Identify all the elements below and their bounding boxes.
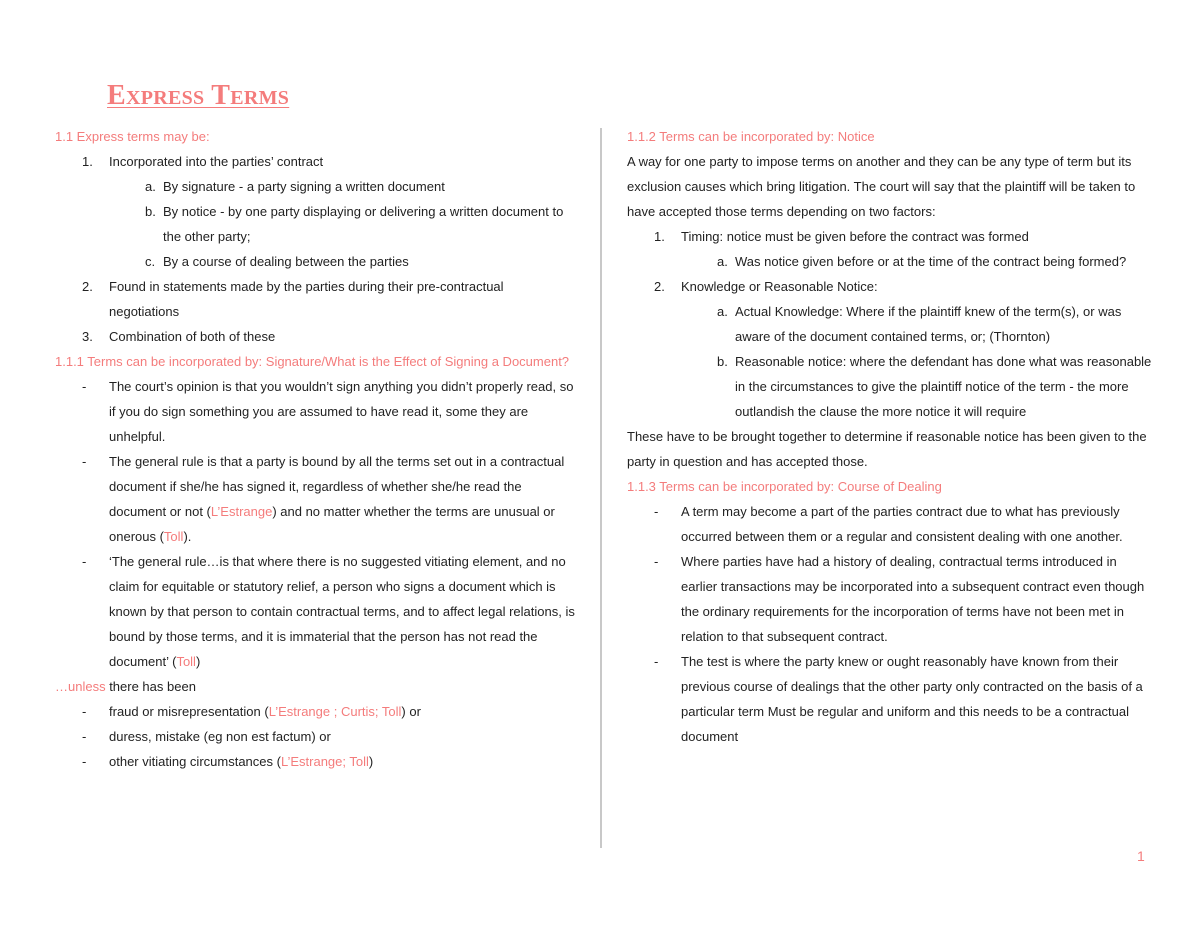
unless-keyword: …unless <box>55 679 106 694</box>
dash-marker: - <box>82 454 87 469</box>
list-text: Timing: notice must be given before the contract was formed <box>681 229 1029 244</box>
text-run: ) <box>195 654 201 669</box>
bullet-item <box>627 649 1152 749</box>
list-marker: 2. <box>82 279 93 294</box>
unless-line <box>55 674 575 699</box>
case-citation: L’Estrange; Toll <box>280 754 369 769</box>
page-number: 1 <box>1137 848 1145 864</box>
paragraph: These have to be brought together to determine if reasonable notice has been given to the party in question and has accepted those. <box>627 429 1147 469</box>
list-marker: b. <box>145 204 156 219</box>
bullet-item <box>55 549 575 674</box>
list-item <box>627 224 1152 249</box>
paragraph: A way for one party to impose terms on another and they can be any type of term but its exclusion causes which bring litigation. The court will say that the plaintiff will be taken to have accepted those terms depending on two factors: <box>627 154 1136 219</box>
list-text: By a course of dealing between the parties <box>163 254 409 269</box>
bullet-item <box>55 749 575 774</box>
dash-marker: - <box>82 729 87 744</box>
list-marker: c. <box>145 254 156 269</box>
text-run: ‘The general rule…is that where there is no suggested vitiating element, and no claim for equitable or statutory relief, a person who signs a document which is known by that person to contain contractual terms, and to affect legal relations, is bound by those terms, and it is immaterial that the person has not read the document’ ( <box>109 554 575 669</box>
list-text: By notice - by one party displaying or delivering a written document to the other party; <box>163 204 564 244</box>
text-run: other vitiating circumstances ( <box>109 754 281 769</box>
case-citation: Toll <box>163 529 184 544</box>
text-run: ). <box>183 529 192 544</box>
text-run: ) or <box>401 704 421 719</box>
text-run: ) and no matter whether the terms are unusual or onerous ( <box>109 504 555 544</box>
list-marker: a. <box>145 179 156 194</box>
list-marker: 1. <box>82 154 93 169</box>
list-text: Incorporated into the parties’ contract <box>109 154 324 169</box>
dash-marker: - <box>82 379 87 394</box>
right-column <box>627 124 1152 749</box>
list-text: Knowledge or Reasonable Notice: <box>681 279 878 294</box>
bullet-text <box>109 749 575 774</box>
bullet-item <box>55 449 575 549</box>
bullet-item <box>55 724 575 749</box>
bullet-item <box>627 499 1152 549</box>
bullet-item <box>55 374 575 449</box>
column-divider <box>600 128 602 848</box>
document-title: Express Terms <box>107 80 290 111</box>
list-item <box>55 274 575 324</box>
list-text: Found in statements made by the parties during their pre-contractual negotiations <box>109 279 504 319</box>
list-item <box>627 349 1152 424</box>
list-item <box>55 324 575 349</box>
list-text: Actual Knowledge: Where if the plaintiff knew of the term(s), or was aware of the document contained terms, or; (Thornton) <box>735 304 1122 344</box>
bullet-text <box>109 549 575 674</box>
section-heading-1-1: 1.1 Express terms may be: <box>55 129 210 144</box>
list-marker: 1. <box>654 229 665 244</box>
list-item <box>55 174 575 199</box>
bullet-text <box>109 449 575 549</box>
case-citation: Toll <box>176 654 196 669</box>
list-text: By signature - a party signing a written document <box>163 179 445 194</box>
list-marker: b. <box>717 354 728 369</box>
bullet-text <box>109 699 575 724</box>
bullet-text: Where parties have had a history of dealing, contractual terms introduced in earlier transactions may be incorporated into a subsequent contract even though the ordinary requirements for the incorporation of terms have not been met in relation to that subsequent contract. <box>681 554 1145 644</box>
section-heading-1-1-1: 1.1.1 Terms can be incorporated by: Signature/What is the Effect of Signing a Document? <box>55 354 570 369</box>
list-item <box>55 149 575 174</box>
section-heading-1-1-3: 1.1.3 Terms can be incorporated by: Course of Dealing <box>627 479 942 494</box>
bullet-text: The test is where the party knew or ought reasonably have known from their previous course of dealings that the other party only contracted on the basis of a particular term Must be regular and uniform and this needs to be a contractual document <box>681 654 1143 744</box>
case-citation: L’Estrange ; Curtis; Toll <box>268 704 402 719</box>
text-run: fraud or misrepresentation ( <box>109 704 269 719</box>
text-run: there has been <box>105 679 196 694</box>
list-text: Was notice given before or at the time of the contract being formed? <box>735 254 1127 269</box>
section-heading-1-1-2: 1.1.2 Terms can be incorporated by: Notice <box>627 129 875 144</box>
dash-marker: - <box>654 504 659 519</box>
bullet-text: duress, mistake (eg non est factum) or <box>109 729 331 744</box>
list-item <box>627 299 1152 349</box>
list-text: Reasonable notice: where the defendant has done what was reasonable in the circumstances to give the plaintiff notice of the term - the more outlandish the clause the more notice it will require <box>735 354 1152 419</box>
bullet-text: A term may become a part of the parties contract due to what has previously occurred between them or a regular and consistent dealing with one another. <box>681 504 1123 544</box>
case-citation: L’Estrange <box>210 504 273 519</box>
list-item <box>627 249 1152 274</box>
dash-marker: - <box>82 704 87 719</box>
text-run: ) <box>368 754 374 769</box>
list-marker: a. <box>717 304 728 319</box>
list-marker: 3. <box>82 329 93 344</box>
bullet-item <box>627 549 1152 649</box>
list-item <box>55 199 575 249</box>
dash-marker: - <box>82 554 87 569</box>
list-item <box>55 249 575 274</box>
left-column <box>55 124 575 774</box>
bullet-text: The court’s opinion is that you wouldn’t sign anything you didn’t properly read, so if you do sign something you are assumed to have read it, some they are unhelpful. <box>109 379 574 444</box>
dash-marker: - <box>654 554 659 569</box>
bullet-item <box>55 699 575 724</box>
dash-marker: - <box>82 754 87 769</box>
list-marker: a. <box>717 254 728 269</box>
list-item <box>627 274 1152 299</box>
list-marker: 2. <box>654 279 665 294</box>
text-run: The general rule is that a party is bound by all the terms set out in a contractual document if she/he has signed it, regardless of whether she/he read the document or not ( <box>109 454 565 519</box>
list-text: Combination of both of these <box>109 329 276 344</box>
dash-marker: - <box>654 654 659 669</box>
